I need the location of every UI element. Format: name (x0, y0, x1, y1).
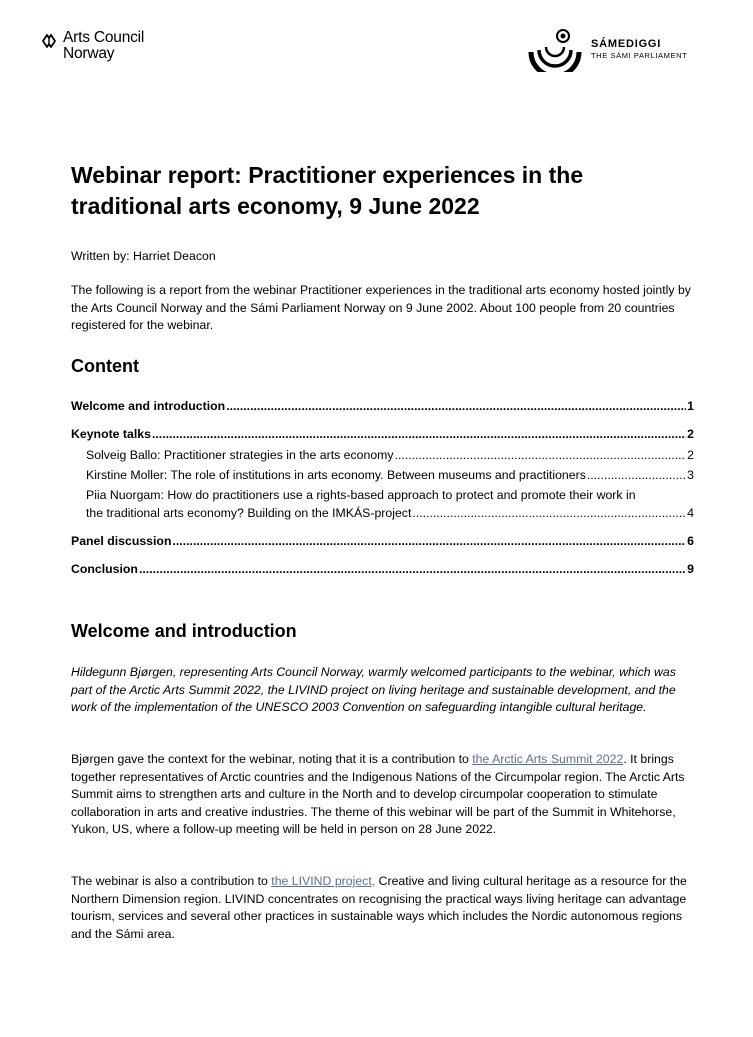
toc-entry-page: 2 (687, 427, 694, 441)
toc-entry-label: Welcome and introduction (71, 399, 226, 413)
toc-entry[interactable] (71, 561, 694, 579)
toc-leader (226, 398, 686, 416)
paragraph-text: Bjørgen gave the context for the webinar, noting that it is a contribution to (71, 752, 473, 766)
toc-leader (139, 561, 686, 579)
paragraph-context (71, 751, 693, 839)
toc-entry[interactable] (86, 447, 694, 465)
toc-entry[interactable] (71, 398, 694, 416)
paragraph-text: The webinar is also a contribution to (71, 874, 272, 888)
section-heading: Welcome and introduction (71, 621, 297, 641)
logo-line-1: Arts Council (63, 29, 145, 46)
toc-entry-page: 3 (687, 468, 694, 482)
toc-entry-label: Solveig Ballo: Practitioner strategies in the arts economy (86, 448, 394, 462)
toc-entry-page: 4 (687, 505, 694, 520)
toc-entry[interactable] (86, 487, 694, 522)
toc-entry[interactable] (86, 467, 694, 485)
arts-council-mark-icon (41, 33, 58, 49)
toc-entry-page: 6 (687, 534, 694, 548)
sami-logo-subtitle: THE SÁMI PARLIAMENT (591, 50, 688, 60)
toc-leader (412, 505, 686, 523)
toc-entry[interactable] (71, 426, 694, 444)
toc-entry-label: Panel discussion (71, 534, 172, 548)
page-title: Webinar report: Practitioner experiences in the traditional arts economy, 9 June 2022 (71, 162, 584, 219)
paragraph-livind (71, 873, 693, 943)
toc-entry-page: 1 (687, 399, 694, 413)
arctic-arts-summit-link[interactable]: the Arctic Arts Summit 2022 (472, 752, 624, 766)
toc-leader (172, 533, 686, 551)
toc-entry-label-line2: the traditional arts economy? Building on the IMKÁS-project (86, 505, 412, 520)
toc-entry[interactable] (71, 533, 694, 551)
toc-entry-label: Kirstine Moller: The role of institutions in arts economy. Between museums and practitioners (86, 468, 586, 482)
toc-leader (587, 467, 686, 485)
intro-paragraph: The following is a report from the webinar Practitioner experiences in the traditional arts economy hosted jointly by the Arts Council Norway and the Sámi Parliament Norway on 9 June 2002. About 100 people from 20 countries registered for the webinar. (71, 283, 691, 333)
toc-entry-label: Keynote talks (71, 427, 151, 441)
toc-entry-label-line1: Piia Nuorgam: How do practitioners use a rights-based approach to protect and promote their work in (86, 488, 636, 502)
toc-entry-page: 2 (687, 448, 694, 462)
author-line: Written by: Harriet Deacon (71, 249, 216, 263)
toc-entry-page: 9 (687, 562, 694, 576)
toc-entry-label: Conclusion (71, 562, 138, 576)
toc-leader (395, 447, 687, 465)
paragraph-text: Creative and living cultural heritage as a resource for the Northern Dimension region. LIVIND concentrates on recognising the practical ways living heritage can advantage tourism, services and several other practices in sustainable ways which includes the Nordic autonomous regions and the Sámi area. (71, 874, 687, 941)
paragraph-text: . It brings together representatives of Arctic countries and the Indigenous Nations of the Circumpolar region. The Arctic Arts Summit aims to strengthen arts and culture in the North and to develop circumpolar cooperation to stimulate collaboration in arts and creative industries. The theme of this webinar will be part of the Summit in Whitehorse, Yukon, US, where a follow-up meeting will be held in person on 28 June 2022. (71, 752, 685, 837)
sami-logo-name: SÁMEDIGGI (591, 37, 662, 50)
sami-parliament-logo (527, 26, 687, 72)
logo-line-2: Norway (63, 45, 115, 62)
arts-council-logo (41, 30, 144, 62)
sami-parliament-mark-icon (527, 26, 583, 72)
livind-project-link[interactable]: the LIVIND project, (271, 874, 376, 888)
toc-heading: Content (71, 356, 139, 376)
toc-leader (152, 426, 686, 444)
section-intro-italic: Hildegunn Bjørgen, representing Arts Council Norway, warmly welcomed participants to the webinar, which was part of the Arctic Arts Summit 2022, the LIVIND project on living heritage and sustainable development, and the work of the implementation of the UNESCO 2003 Convention on safeguarding intangible cultural heritage. (71, 665, 676, 715)
